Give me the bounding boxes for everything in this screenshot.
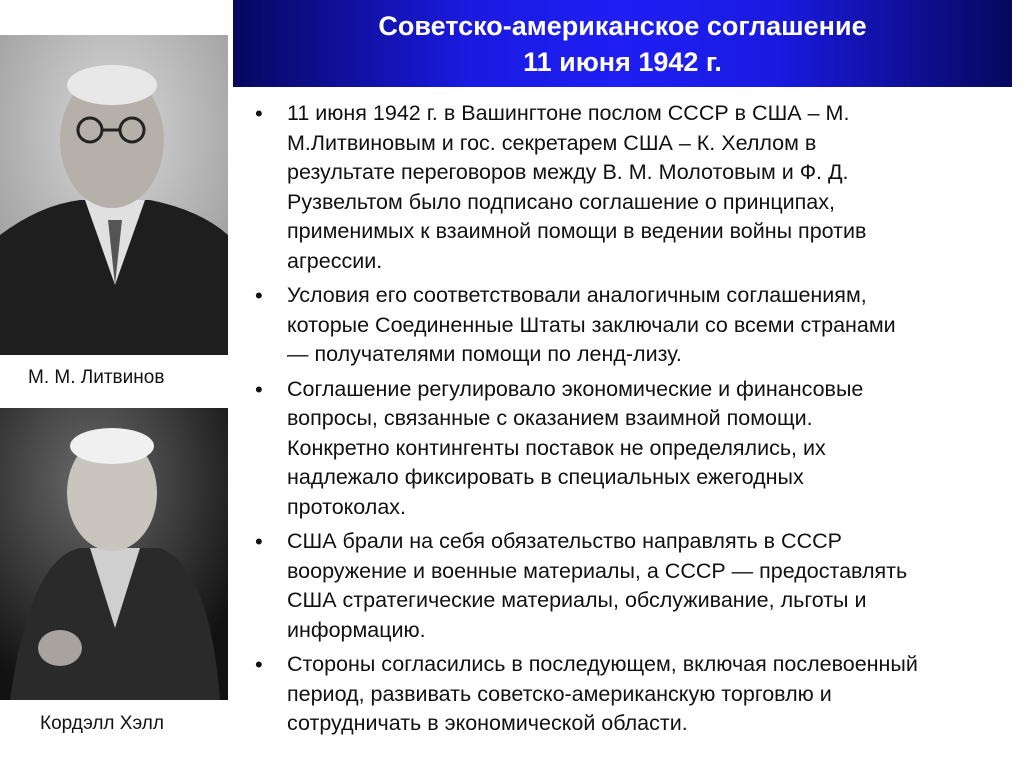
bullet-text-line: протоколах.	[287, 494, 407, 519]
bullet-text-line: М.Литвиновым и гос. секретарем США – К. Хеллом в	[287, 130, 817, 155]
bullet-text-line: сотрудничать в экономической области.	[287, 711, 688, 735]
bullet-item	[255, 375, 1015, 523]
bullet-text-line: • Соглашение регулировало экономические и финансовые	[287, 376, 864, 401]
bullet-text-line: — получателями помощи по ленд-лизу.	[287, 342, 682, 366]
bullet-text-line: результате переговоров между В. М. Молотовым и Ф. Д.	[287, 160, 849, 184]
bullet-text-line: вопросы, связанные с оказанием взаимной помощи.	[287, 406, 813, 430]
bullet-text-line: Рузвельтом было подписано соглашение о принципах,	[287, 189, 835, 214]
bullet-list	[255, 99, 1015, 744]
title-line-1: Советско-американское соглашение	[378, 11, 867, 41]
bullet-text-line: агрессии.	[287, 248, 383, 273]
caption-litvinov: М. М. Литвинов	[28, 367, 165, 388]
bullet-text-line: которые Соединенные Штаты заключали со всеми странами	[287, 312, 896, 337]
bullet-text-line: • Стороны согласились в последующем, включая послевоенный	[287, 652, 918, 676]
bullet-text-line: • 11 июня 1942 г. в Вашингтоне послом СССР в США – М.	[287, 101, 850, 125]
title-line-2: 11 июня 1942 г.	[523, 47, 722, 77]
slide-title	[233, 0, 1012, 87]
bullet-item	[255, 99, 1015, 276]
bullet-text-line: • Условия его соответствовали аналогичным соглашениям,	[287, 283, 867, 307]
bullet-text-line: период, развивать советско-американскую торговлю и	[287, 681, 832, 706]
portrait-litvinov	[0, 35, 228, 355]
portrait-hull	[0, 408, 228, 700]
caption-hull: Кордэлл Хэлл	[40, 713, 164, 734]
bullet-text-line: • США брали на себя обязательство направлять в СССР	[287, 529, 842, 553]
bullet-item	[255, 281, 1015, 370]
bullet-text-line: применимых к взаимной помощи в ведении войны против	[287, 219, 867, 243]
bullet-text-line: информацию.	[287, 617, 426, 642]
bullet-text-line: США стратегические материалы, обслуживание, льготы и	[287, 588, 867, 612]
bullet-item	[255, 650, 1015, 739]
bullet-text-line: надлежало фиксировать в специальных ежегодных	[287, 465, 804, 489]
bullet-text-line: Конкретно контингенты поставок не определялись, их	[287, 435, 826, 460]
bullet-text-line: вооружение и военные материалы, а СССР — предоставлять	[287, 558, 908, 583]
bullet-item	[255, 527, 1015, 645]
